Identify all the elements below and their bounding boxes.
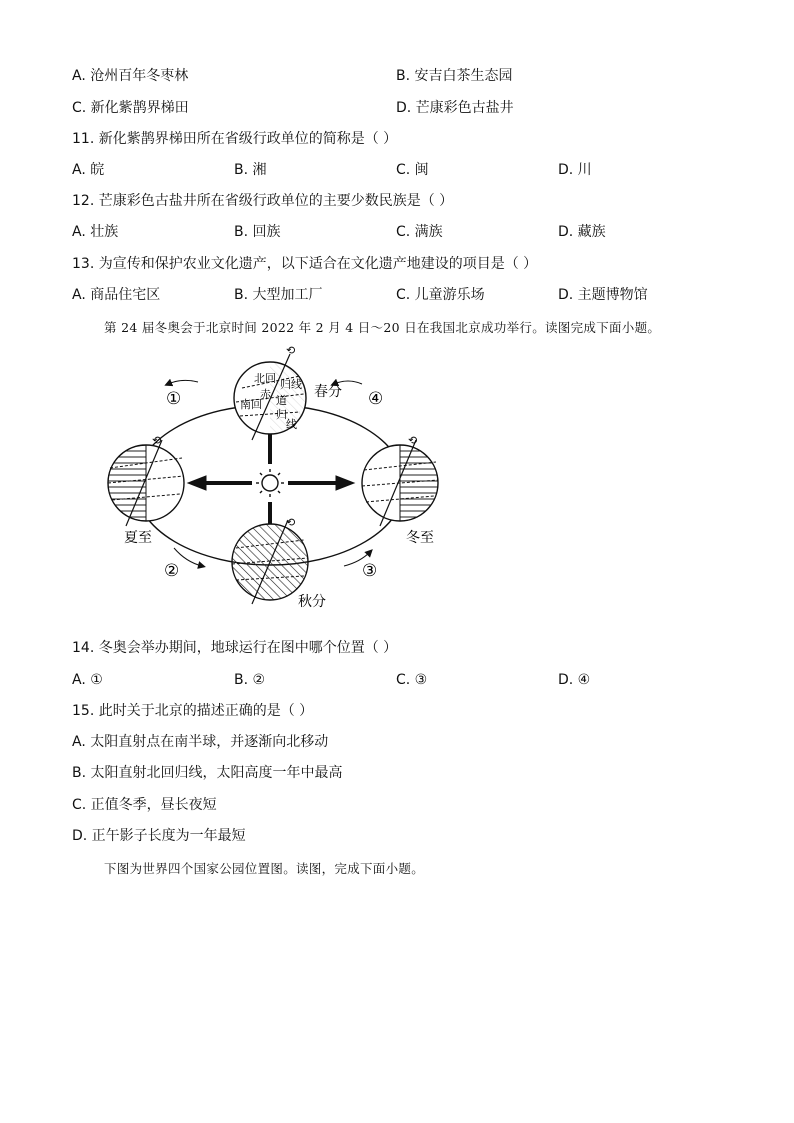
q13-stem: 13. 为宣传和保护农业文化遗产，以下适合在文化遗产地建设的项目是（ ） — [72, 256, 538, 272]
q15-option-c: C. 正值冬季，昼长夜短 — [72, 797, 217, 813]
position-4: ④ — [368, 389, 384, 409]
q15-option-a: A. 太阳直射点在南半球，并逐渐向北移动 — [72, 734, 329, 750]
q11-option-c: C. 闽 — [396, 162, 429, 178]
earth-winter-solstice — [362, 434, 438, 526]
q12-option-d: D. 藏族 — [558, 224, 606, 240]
q14-option-b: B. ② — [234, 672, 266, 688]
q11-option-d: D. 川 — [558, 162, 592, 178]
svg-text:⟲: ⟲ — [286, 344, 296, 357]
label-tropic-n-1: 北回 — [254, 372, 276, 385]
label-spring-equinox: 春分 — [314, 384, 342, 400]
label-tropic-s-1: 南回 — [240, 398, 262, 411]
sun-icon — [256, 469, 284, 497]
label-tropic-s-3: 线 — [286, 418, 297, 431]
q13-option-b: B. 大型加工厂 — [234, 287, 323, 303]
label-equator-2: 道 — [276, 394, 287, 407]
q14-option-d: D. ④ — [558, 672, 591, 688]
earth-spring-equinox — [234, 344, 306, 440]
q10-option-b: B. 安吉白茶生态园 — [396, 68, 513, 84]
earth-autumn-equinox — [232, 516, 308, 604]
q12-option-a: A. 壮族 — [72, 224, 119, 240]
intro-winter-olympics: 第 24 届冬奥会于北京时间 2022 年 2 月 4 日～20 日在我国北京成功举行。读图完成下面小题。 — [104, 320, 661, 335]
earth-orbit-diagram — [90, 340, 450, 620]
q15-option-b: B. 太阳直射北回归线，太阳高度一年中最高 — [72, 765, 343, 781]
q12-option-b: B. 回族 — [234, 224, 281, 240]
intro-national-parks: 下图为世界四个国家公园位置图。读图，完成下面小题。 — [104, 861, 425, 876]
label-tropic-s-2: 归 — [276, 408, 287, 421]
q14-option-c: C. ③ — [396, 672, 428, 688]
svg-text:⟲: ⟲ — [408, 434, 418, 447]
position-1: ① — [166, 389, 182, 409]
svg-text:⟲: ⟲ — [152, 434, 162, 447]
label-tropic-n-2: 归线 — [280, 378, 302, 391]
q11-option-b: B. 湘 — [234, 162, 267, 178]
q13-option-a: A. 商品住宅区 — [72, 287, 161, 303]
earth-summer-solstice — [108, 434, 184, 526]
q14-option-a: A. ① — [72, 672, 103, 688]
q11-option-a: A. 皖 — [72, 162, 105, 178]
q12-option-c: C. 满族 — [396, 224, 443, 240]
q12-stem: 12. 芒康彩色古盐井所在省级行政单位的主要少数民族是（ ） — [72, 193, 454, 209]
q11-stem: 11. 新化紫鹊界梯田所在省级行政单位的简称是（ ） — [72, 131, 398, 147]
q14-stem: 14. 冬奥会举办期间，地球运行在图中哪个位置（ ） — [72, 640, 398, 656]
label-autumn-equinox: 秋分 — [298, 594, 326, 610]
q10-option-d: D. 芒康彩色古盐井 — [396, 100, 514, 116]
q13-option-d: D. 主题博物馆 — [558, 287, 648, 303]
label-equator-1: 赤 — [260, 388, 271, 401]
q10-option-c: C. 新化紫鹊界梯田 — [72, 100, 189, 116]
position-3: ③ — [362, 561, 378, 581]
q10-option-a: A. 沧州百年冬枣林 — [72, 68, 189, 84]
position-2: ② — [164, 561, 180, 581]
q15-stem: 15. 此时关于北京的描述正确的是（ ） — [72, 703, 314, 719]
svg-text:⟲: ⟲ — [286, 516, 296, 529]
q15-option-d: D. 正午影子长度为一年最短 — [72, 828, 246, 844]
label-summer-solstice: 夏至 — [124, 530, 152, 546]
label-winter-solstice: 冬至 — [406, 530, 434, 546]
q13-option-c: C. 儿童游乐场 — [396, 287, 485, 303]
